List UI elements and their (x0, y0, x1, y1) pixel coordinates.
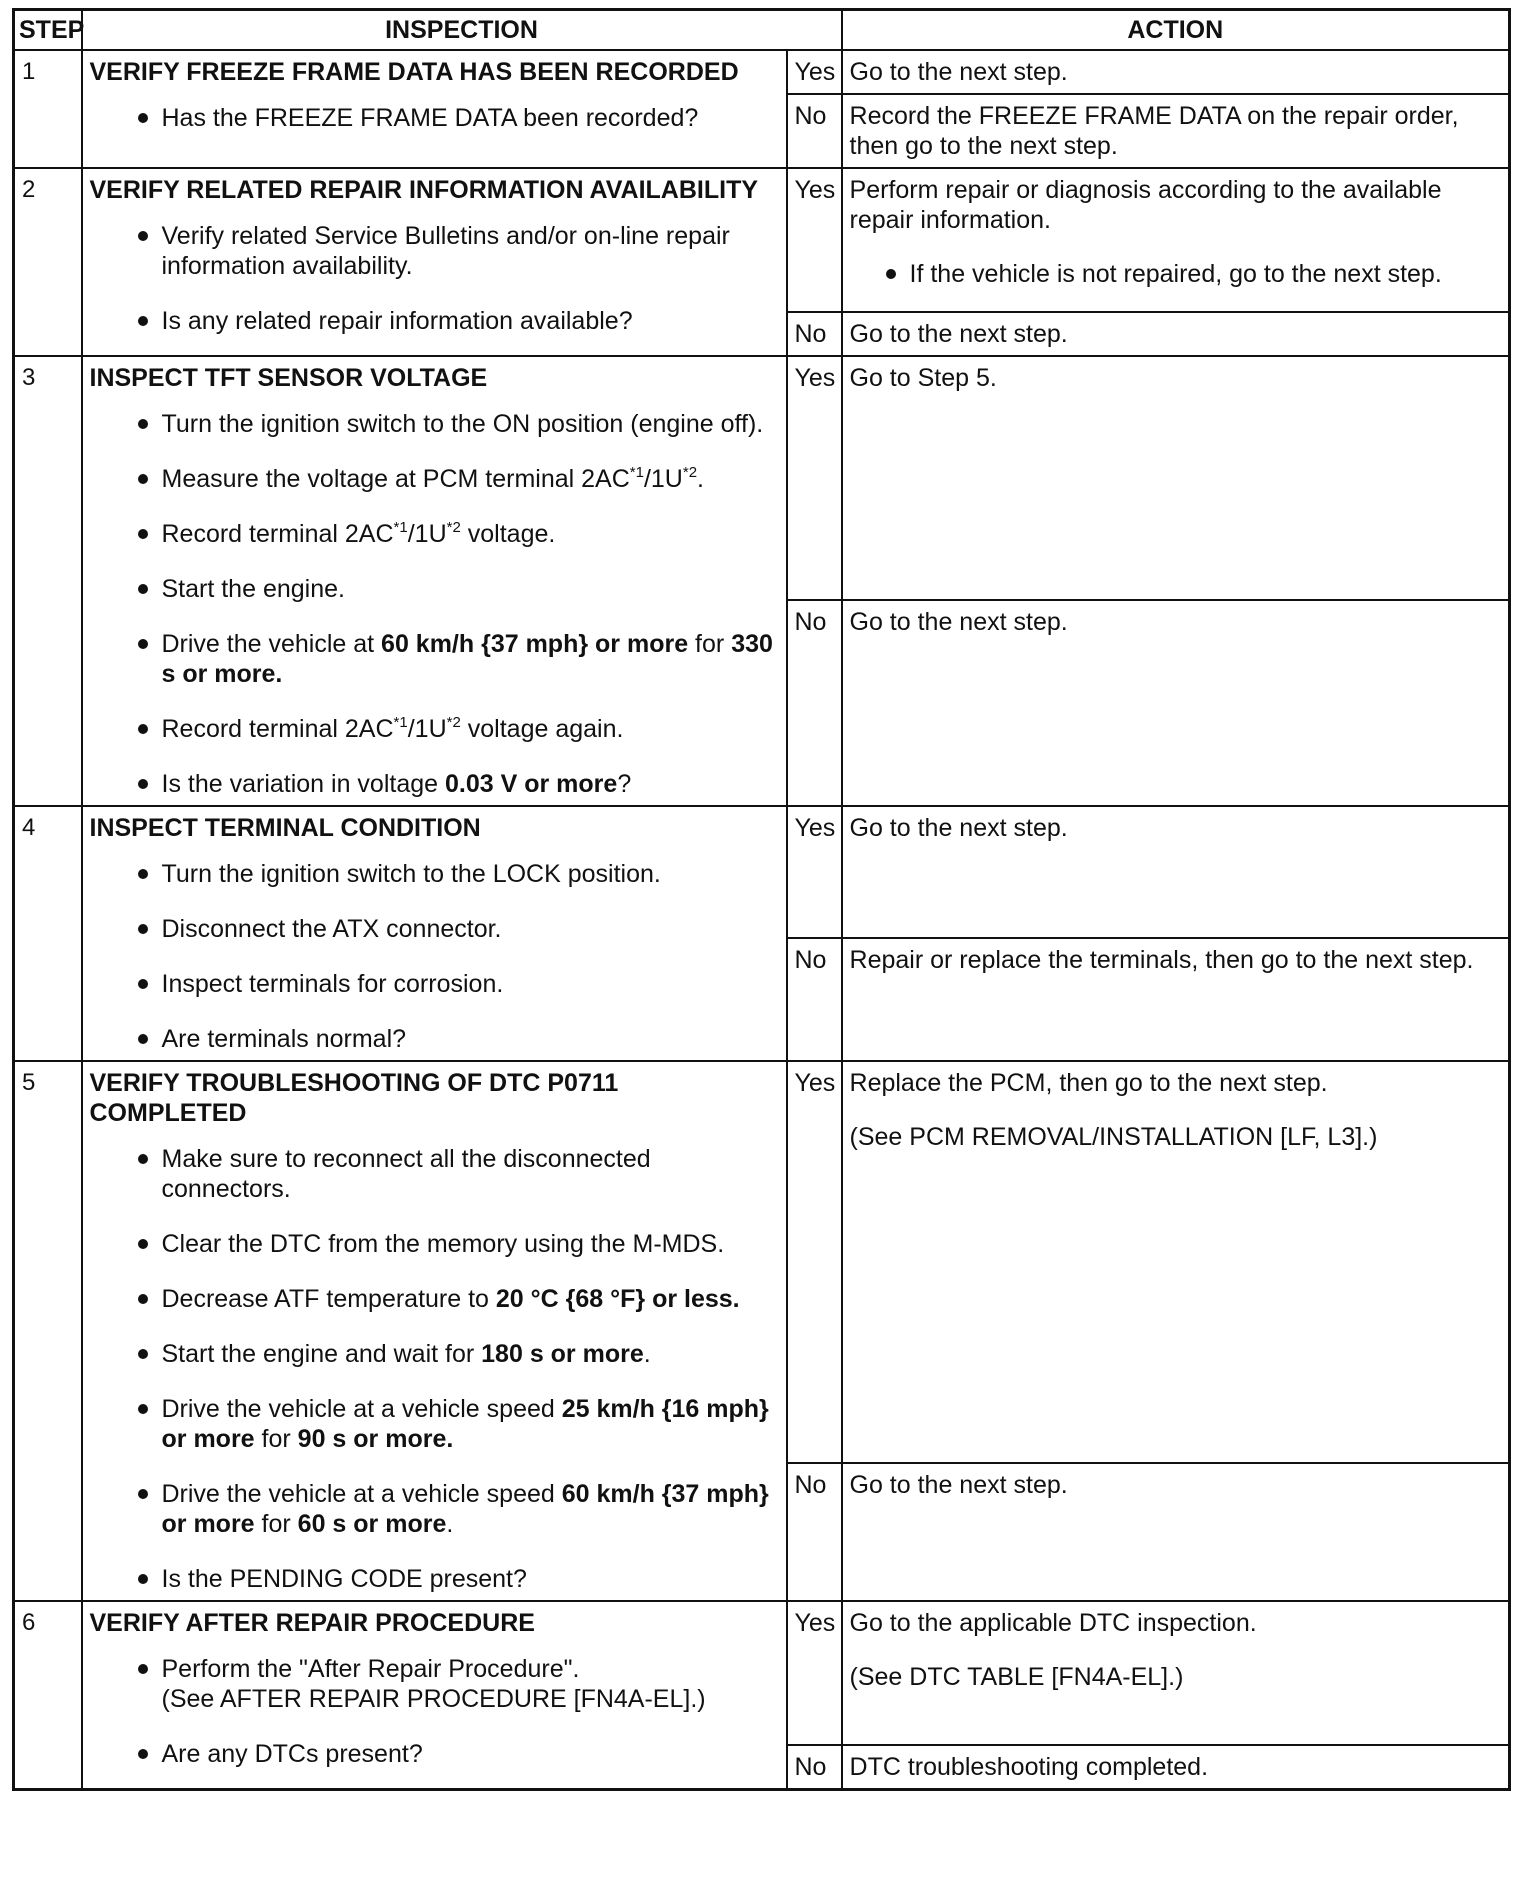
reference-text: (See AFTER REPAIR PROCEDURE [FN4A-EL].) (161, 1685, 706, 1713)
item-value: 60 km/h {37 mph} or more (381, 630, 689, 658)
item-text: for (254, 1425, 298, 1453)
item-value: 90 s or more. (297, 1425, 454, 1453)
reference-text: (See PCM REMOVAL/INSTALLATION [LF, L3].) (849, 1123, 1378, 1151)
item-text: Record terminal 2AC (161, 520, 394, 548)
item-text: Record terminal 2AC (161, 715, 394, 743)
yes-action: Replace the PCM, then go to the next step. (849, 1069, 1328, 1097)
yes-action-cell (842, 1061, 1510, 1463)
step-2-inspection (82, 168, 787, 356)
step-4-inspection (82, 806, 787, 1061)
item-value: 25 km/h {16 mph} or more (161, 1395, 769, 1453)
yes-action: Go to the next step. (842, 806, 1510, 938)
inspection-item: Is the PENDING CODE present? (138, 1564, 779, 1594)
inspection-item (138, 1479, 779, 1539)
footnote-mark: *1 (393, 519, 408, 536)
no-label: No (787, 312, 842, 356)
footnote-mark: *2 (682, 464, 698, 481)
yes-label: Yes (787, 168, 842, 312)
yes-label: Yes (787, 1061, 842, 1463)
step-5-row-yes (14, 1061, 1510, 1463)
inspection-item (138, 1284, 779, 1314)
item-text: ? (617, 770, 632, 798)
item-value: 20 °C {68 °F} or less. (495, 1285, 740, 1313)
item-text: Measure the voltage at PCM terminal 2AC (161, 465, 630, 493)
inspection-item (138, 464, 779, 494)
item-text: /1U (643, 465, 683, 493)
item-text: Drive the vehicle at (161, 630, 382, 658)
item-value: 60 km/h {37 mph} or more (161, 1480, 769, 1538)
step-6-inspection (82, 1601, 787, 1790)
yes-action: Perform repair or diagnosis according to the available repair information. (849, 176, 1442, 234)
reference-text: (See DTC TABLE [FN4A-EL].) (849, 1663, 1184, 1691)
item-text: /1U (407, 715, 447, 743)
item-value: 0.03 V or more (445, 770, 618, 798)
inspection-item (138, 629, 779, 689)
no-label: No (787, 1463, 842, 1601)
item-text: . (697, 465, 704, 493)
yes-action: Go to the applicable DTC inspection. (849, 1609, 1257, 1637)
step-number: 4 (14, 806, 82, 1061)
step-title: INSPECT TERMINAL CONDITION (89, 814, 481, 842)
footnote-mark: *1 (629, 464, 644, 481)
step-number: 5 (14, 1061, 82, 1601)
inspection-item (138, 1394, 779, 1454)
step-5-inspection (82, 1061, 787, 1601)
yes-label: Yes (787, 806, 842, 938)
step-6-row-yes (14, 1601, 1510, 1745)
yes-action: Go to Step 5. (842, 356, 1510, 600)
step-number: 3 (14, 356, 82, 806)
inspection-item: Make sure to reconnect all the disconnected connectors. (138, 1144, 779, 1204)
header-row (14, 10, 1510, 51)
yes-label: Yes (787, 356, 842, 600)
action-bullet: If the vehicle is not repaired, go to the next step. (886, 259, 1502, 289)
inspection-table (12, 8, 1511, 1791)
inspection-item: Verify related Service Bulletins and/or on-line repair information availability. (138, 221, 779, 281)
yes-label: Yes (787, 1601, 842, 1745)
step-number: 2 (14, 168, 82, 356)
item-text: /1U (407, 520, 447, 548)
header-step: STEP (14, 10, 82, 51)
inspection-item: Has the FREEZE FRAME DATA been recorded? (138, 103, 779, 133)
item-text: for (254, 1510, 298, 1538)
inspection-item (138, 1339, 779, 1369)
no-action: DTC troubleshooting completed. (842, 1745, 1510, 1790)
item-value: 180 s or more (481, 1340, 644, 1368)
step-1-inspection (82, 50, 787, 168)
item-text: for (688, 630, 732, 658)
inspection-item: Turn the ignition switch to the LOCK position. (138, 859, 779, 889)
step-1-row-yes (14, 50, 1510, 94)
no-label: No (787, 94, 842, 168)
footnote-mark: *2 (446, 714, 461, 731)
inspection-item: Inspect terminals for corrosion. (138, 969, 779, 999)
step-title: VERIFY TROUBLESHOOTING OF DTC P0711 COMPLETED (89, 1069, 619, 1127)
step-title: INSPECT TFT SENSOR VOLTAGE (89, 364, 488, 392)
item-text: voltage again. (460, 715, 624, 743)
inspection-item: Turn the ignition switch to the ON position (engine off). (138, 409, 779, 439)
inspection-item: Clear the DTC from the memory using the M-MDS. (138, 1229, 779, 1259)
no-action: Record the FREEZE FRAME DATA on the repair order, then go to the next step. (842, 94, 1510, 168)
no-action: Go to the next step. (842, 312, 1510, 356)
item-text: Start the engine and wait for (161, 1340, 482, 1368)
no-action: Go to the next step. (842, 600, 1510, 806)
item-text: Is the variation in voltage (161, 770, 445, 798)
inspection-item: Are any DTCs present? (138, 1739, 779, 1769)
step-3-inspection (82, 356, 787, 806)
footnote-mark: *1 (393, 714, 408, 731)
step-3-row-yes (14, 356, 1510, 600)
no-label: No (787, 600, 842, 806)
item-text: Decrease ATF temperature to (161, 1285, 496, 1313)
no-action: Go to the next step. (842, 1463, 1510, 1601)
step-number: 1 (14, 50, 82, 168)
yes-action: Go to the next step. (842, 50, 1510, 94)
step-2-row-yes (14, 168, 1510, 312)
item-value: 330 s or more. (161, 630, 773, 688)
step-number: 6 (14, 1601, 82, 1790)
inspection-item (138, 714, 779, 744)
step-title: VERIFY RELATED REPAIR INFORMATION AVAILABILITY (89, 176, 759, 204)
item-text: Drive the vehicle at a vehicle speed (161, 1480, 562, 1508)
inspection-item (138, 769, 779, 799)
no-label: No (787, 1745, 842, 1790)
step-title: VERIFY AFTER REPAIR PROCEDURE (89, 1609, 535, 1637)
footnote-mark: *2 (446, 519, 461, 536)
inspection-item: Start the engine. (138, 574, 779, 604)
no-action: Repair or replace the terminals, then go to the next step. (842, 938, 1510, 1061)
yes-action-cell (842, 168, 1510, 312)
inspection-item: Is any related repair information available? (138, 306, 779, 336)
no-label: No (787, 938, 842, 1061)
inspection-item (138, 519, 779, 549)
yes-action-cell (842, 1601, 1510, 1745)
inspection-item: Are terminals normal? (138, 1024, 779, 1054)
item-text: Drive the vehicle at a vehicle speed (161, 1395, 562, 1423)
item-text: . (643, 1340, 651, 1368)
item-text: voltage. (460, 520, 556, 548)
header-inspection: INSPECTION (82, 10, 842, 51)
inspection-item: Disconnect the ATX connector. (138, 914, 779, 944)
header-action: ACTION (842, 10, 1510, 51)
step-title: VERIFY FREEZE FRAME DATA HAS BEEN RECORDED (89, 58, 739, 86)
item-text: . (446, 1510, 454, 1538)
inspection-item: Perform the "After Repair Procedure". (138, 1654, 779, 1684)
step-4-row-yes (14, 806, 1510, 938)
yes-label: Yes (787, 50, 842, 94)
item-value: 60 s or more (297, 1510, 447, 1538)
